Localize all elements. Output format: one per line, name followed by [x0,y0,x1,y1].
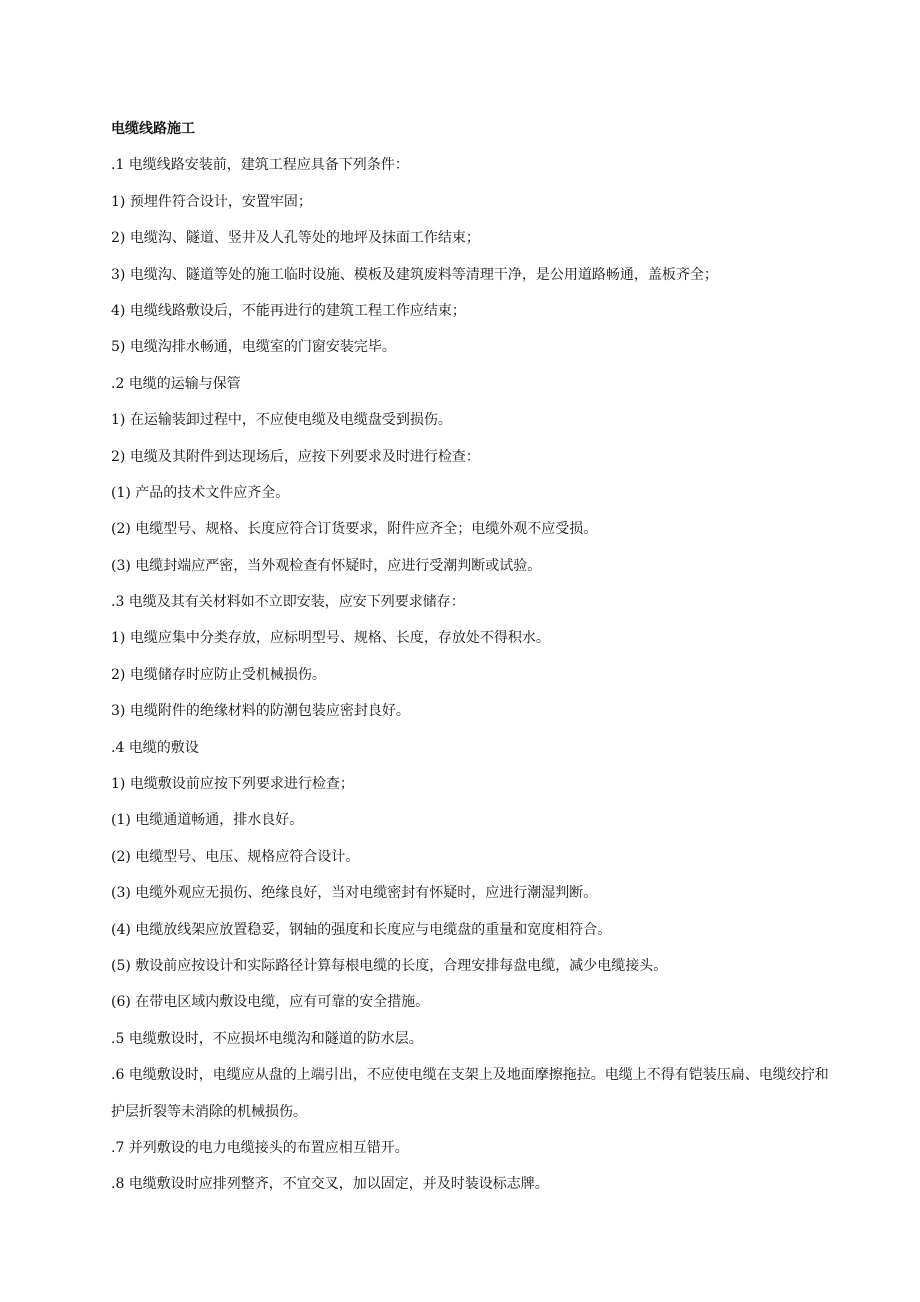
text-line: .8 电缆敷设时应排列整齐，不宜交叉，加以固定，并及时装设标志牌。 [111,1176,549,1193]
document-body [111,117,841,1209]
document-title: 电缆线路施工 [111,121,195,137]
text-line: 1) 在运输装卸过程中，不应使电缆及电缆盘受到损伤。 [111,412,452,429]
section-heading: .4 电缆的敷设 [111,739,199,756]
text-line: (1) 产品的技术文件应齐全。 [111,484,290,501]
text-line: .1 电缆线路安装前，建筑工程应具备下列条件： [111,157,409,174]
text-line: 1) 预埋件符合设计，安置牢固； [111,193,312,210]
text-line: (3) 电缆封端应严密，当外观检查有怀疑时，应进行受潮判断或试验。 [111,557,542,574]
text-line: (5) 敷设前应按设计和实际路径计算每根电缆的长度，合理安排每盘电缆，减少电缆接头。 [111,957,668,974]
text-line: (1) 电缆通道畅通，排水良好。 [111,812,304,829]
paragraph-6: .6 电缆敷设时，电缆应从盘的上端引出，不应使电缆在支架上及地面摩擦拖拉。电缆上不得有铠装压扁、电缆绞拧和护层折裂等未消除的机械损伤。 [111,1067,829,1120]
text-line: (4) 电缆放线架应放置稳妥，钢轴的强度和长度应与电缆盘的重量和宽度相符合。 [111,921,612,938]
text-line: 2) 电缆及其附件到达现场后，应按下列要求及时进行检查： [111,448,480,465]
text-line: 1) 电缆应集中分类存放，应标明型号、规格、长度，存放处不得积水。 [111,630,550,647]
text-line: .7 并列敷设的电力电缆接头的布置应相互错开。 [111,1139,409,1156]
text-line: (6) 在带电区域内敷设电缆，应有可靠的安全措施。 [111,994,430,1011]
text-line: (2) 电缆型号、电压、规格应符合设计。 [111,848,360,865]
text-line: 1) 电缆敷设前应按下列要求进行检查； [111,776,354,793]
text-line: (3) 电缆外观应无损伤、绝缘良好，当对电缆密封有怀疑时，应进行潮湿判断。 [111,885,598,902]
text-line: 3) 电缆附件的绝缘材料的防潮包装应密封良好。 [111,703,410,720]
text-line: 2) 电缆储存时应防止受机械损伤。 [111,666,326,683]
text-line: 4) 电缆线路敷设后，不能再进行的建筑工程工作应结束； [111,302,466,319]
text-line: .5 电缆敷设时，不应损坏电缆沟和隧道的防水层。 [111,1030,423,1047]
text-line: 2) 电缆沟、隧道、竖井及人孔等处的地坪及抹面工作结束； [111,230,480,247]
text-line: 3) 电缆沟、隧道等处的施工临时设施、模板及建筑废料等清理干净，是公用道路畅通，盖板齐全； [111,266,718,283]
text-line: 5) 电缆沟排水畅通，电缆室的门窗安装完毕。 [111,339,396,356]
text-line: (2) 电缆型号、规格、长度应符合订货要求，附件应齐全；电缆外观不应受损。 [111,521,598,538]
section-heading: .2 电缆的运输与保管 [111,375,241,392]
section-heading: .3 电缆及其有关材料如不立即安装，应安下列要求储存： [111,594,465,611]
